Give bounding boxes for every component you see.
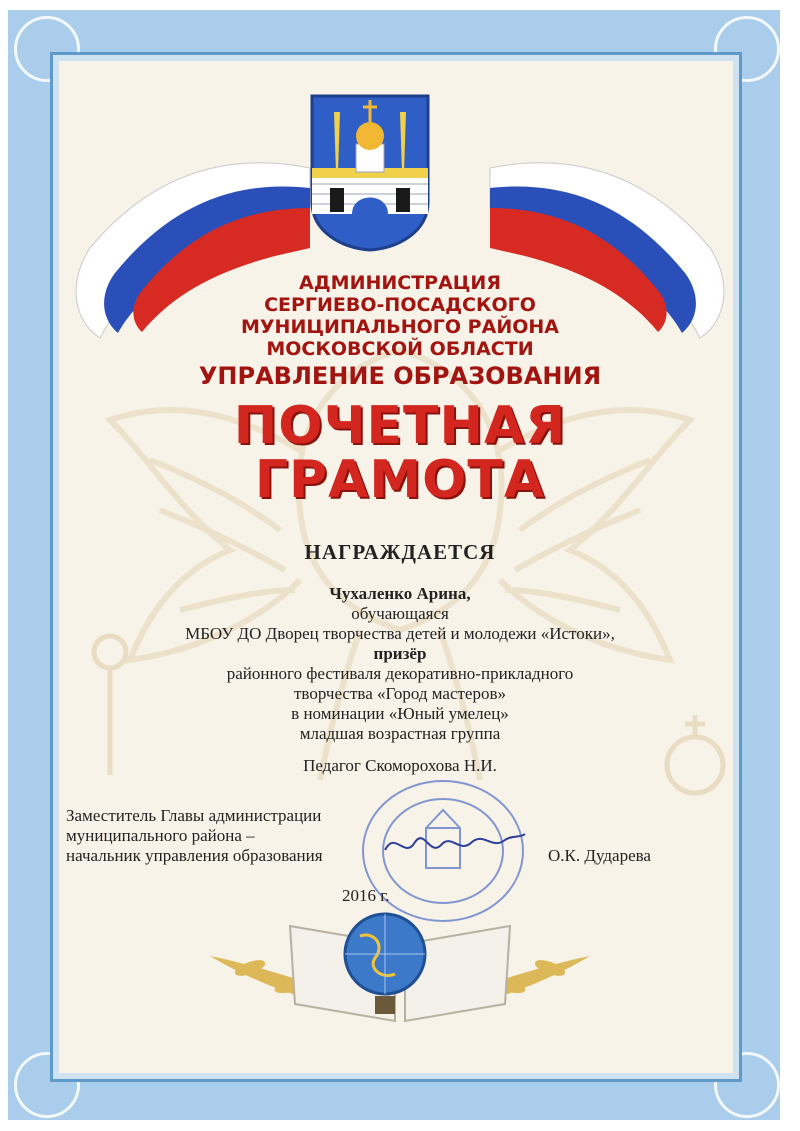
nomination: в номинации «Юный умелец»	[291, 704, 509, 723]
certificate-title-line-1: ПОЧЕТНАЯ	[233, 396, 567, 456]
globe-book-emblem-icon	[200, 896, 600, 1036]
issuer-line-3: МУНИЦИПАЛЬНОГО РАЙОНА	[241, 316, 559, 338]
award-heading: НАГРАЖДАЕТСЯ	[304, 540, 496, 564]
signature-icon	[380, 820, 530, 870]
recipient-status: обучающаяся	[351, 604, 449, 623]
signer-position-line-2: муниципального района –	[66, 826, 255, 845]
issuer-line-2: СЕРГИЕВО-ПОСАДСКОГО	[264, 294, 536, 316]
signer-position-line-1: Заместитель Главы администрации	[66, 806, 322, 825]
event-line-1: районного фестиваля декоративно-прикладного	[226, 664, 574, 683]
institution-name: МБОУ ДО Дворец творчества детей и молодежи «Истоки»,	[185, 624, 615, 643]
issuer-line-1: АДМИНИСТРАЦИЯ	[299, 272, 501, 294]
certificate-title-line-2: ГРАМОТА	[254, 450, 546, 510]
issuer-line-4: МОСКОВСКОЙ ОБЛАСТИ	[266, 338, 534, 360]
signer-name: О.К. Дударева	[548, 846, 651, 865]
event-line-2: творчества «Город мастеров»	[294, 684, 506, 703]
teacher-name: Педагог Скоморохова Н.И.	[303, 756, 497, 775]
issue-year: 2016 г.	[342, 886, 390, 905]
recipient-name: Чухаленко Арина,	[329, 584, 471, 603]
award-place: призёр	[373, 644, 427, 663]
coat-of-arms-icon	[308, 92, 432, 252]
department-title: УПРАВЛЕНИЕ ОБРАЗОВАНИЯ	[198, 362, 602, 390]
signer-position-line-3: начальник управления образования	[66, 846, 323, 865]
age-group: младшая возрастная группа	[299, 724, 501, 743]
